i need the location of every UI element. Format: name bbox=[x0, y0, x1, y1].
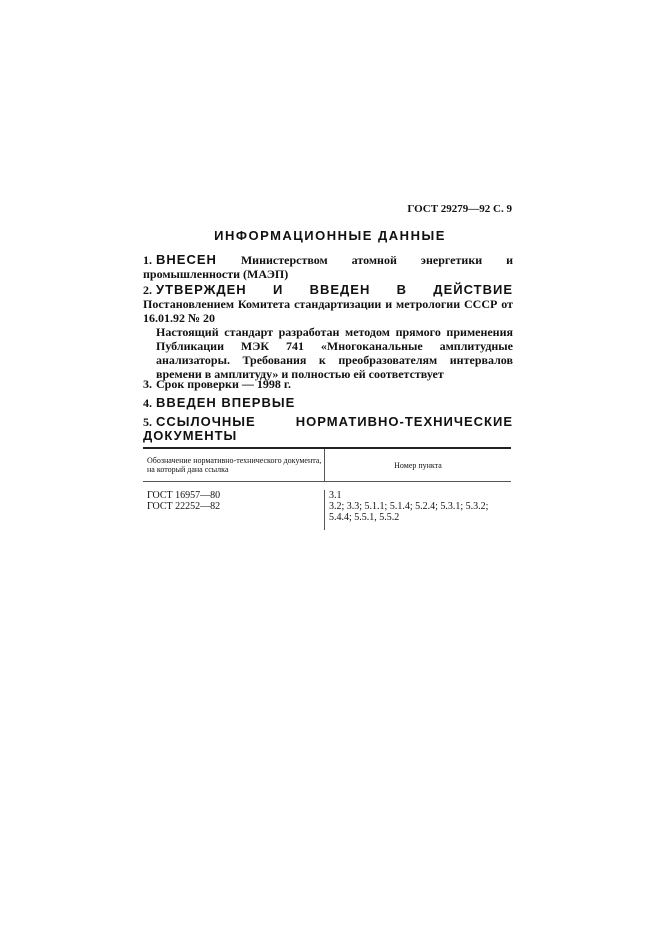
item-2-note: Настоящий стандарт разработан методом прямого применения Публикации МЭК 741 «Многоканальные амплитудные анализаторы. Требования к преобразователям интервалов времени в амплитуду» и полностью ей соответствует bbox=[156, 325, 513, 381]
table-header: Обозначение нормативно-технического документа, на который дана ссылка Номер пункта bbox=[143, 449, 511, 482]
item-2: 2. УТВЕРЖДЕН И ВВЕДЕН В ДЕЙСТВИЕ Постановлением Комитета стандартизации и метрологии СССР от 16.01.92 № 20 Настоящий стандарт разработан методом прямого применения Публикации МЭК 741 «Многоканальные амплитудные анализаторы. Требования к преобразователям интервалов времени в амплитуду» и полностью ей соответствует bbox=[143, 282, 513, 381]
page-header: ГОСТ 29279—92 С. 9 bbox=[407, 203, 512, 215]
item-5: 5. ССЫЛОЧНЫЕ НОРМАТИВНО-ТЕХНИЧЕСКИЕ ДОКУМЕНТЫ bbox=[143, 414, 513, 443]
section-title: ИНФОРМАЦИОННЫЕ ДАННЫЕ bbox=[214, 228, 446, 243]
references-table bbox=[143, 447, 511, 530]
item-1: 1. ВНЕСЕН Министерством атомной энергетики и промышленности (МАЭП) bbox=[143, 252, 514, 281]
item-3: 3. Срок проверки — 1998 г. bbox=[143, 377, 291, 391]
item-4: 4. ВВЕДЕН ВПЕРВЫЕ bbox=[143, 395, 296, 410]
table-body: ГОСТ 16957—80 ГОСТ 22252—82 3.1 3.2; 3.3; 5.1.1; 5.1.4; 5.2.4; 5.3.1; 5.3.2; 5.4.4; 5.5.1, 5.5.2 bbox=[143, 482, 511, 530]
